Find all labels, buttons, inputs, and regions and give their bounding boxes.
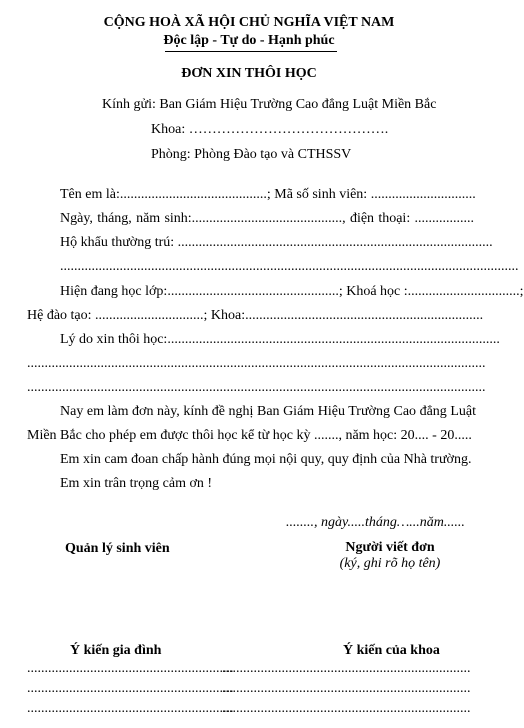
recipient-line-3: Phòng: Phòng Đào tạo và CTHSSV xyxy=(151,147,352,162)
field-residence-continued: ................................................................................................................................... xyxy=(60,259,519,274)
family-opinion-line-2: ........................................................... xyxy=(27,681,234,696)
motto-underline xyxy=(165,51,337,52)
field-reason: Lý do xin thôi học:............................................................................................... xyxy=(60,332,500,347)
field-dob-phone: Ngày, tháng, năm sinh:..........................................., điện thoại: ................. xyxy=(60,211,474,226)
field-class-course: Hiện đang học lớp:.................................................; Khoá học :................................; xyxy=(60,284,524,299)
field-reason-continued-1: ................................................................................................................................... xyxy=(27,356,486,371)
field-residence: Hộ khẩu thường trú: .......................................................................................... xyxy=(60,235,493,250)
request-paragraph-line-1: Nay em làm đơn này, kính đề nghị Ban Giám Hiệu Trường Cao đẳng Luật xyxy=(60,404,476,419)
national-motto: Độc lập - Tự do - Hạnh phúc xyxy=(163,33,335,48)
faculty-opinion-line-2: ....................................................................... xyxy=(222,681,471,696)
writer-signature-note: (ký, ghi rõ họ tên) xyxy=(339,556,441,571)
faculty-opinion-line-3: ....................................................................... xyxy=(222,701,471,716)
commitment-text: Em xin cam đoan chấp hành đúng mọi nội quy, quy định của Nhà trường. xyxy=(60,452,472,467)
faculty-opinion-label: Ý kiến của khoa xyxy=(343,643,440,658)
field-name-student-id: Tên em là:..........................................; Mã số sinh viên: .............................. xyxy=(60,187,476,202)
faculty-opinion-line-1: ....................................................................... xyxy=(222,661,471,676)
document-title: ĐƠN XIN THÔI HỌC xyxy=(181,66,317,81)
field-training-faculty: Hệ đào tạo: ...............................; Khoa:.................................................................... xyxy=(27,308,484,323)
manager-signature-label: Quản lý sinh viên xyxy=(65,541,170,556)
recipient-line-2: Khoa: ……………………………………. xyxy=(151,122,389,137)
family-opinion-label: Ý kiến gia đình xyxy=(70,643,162,658)
recipient-line-1: Kính gửi: Ban Giám Hiệu Trường Cao đẳng Luật Miền Bắc xyxy=(102,97,437,112)
family-opinion-line-1: ........................................................... xyxy=(27,661,234,676)
request-paragraph-line-2: Miền Bắc cho phép em được thôi học kể từ học kỳ ......., năm học: 20.... - 20..... xyxy=(27,428,472,443)
family-opinion-line-3: ........................................................... xyxy=(27,701,234,716)
writer-signature-label: Người viết đơn xyxy=(345,540,435,555)
date-line: ........, ngày.....tháng…...năm...... xyxy=(286,515,465,530)
national-title: CỘNG HOÀ XÃ HỘI CHỦ NGHĨA VIỆT NAM xyxy=(103,15,395,30)
thanks-text: Em xin trân trọng cảm ơn ! xyxy=(60,476,213,491)
field-reason-continued-2: ................................................................................................................................... xyxy=(27,380,486,395)
